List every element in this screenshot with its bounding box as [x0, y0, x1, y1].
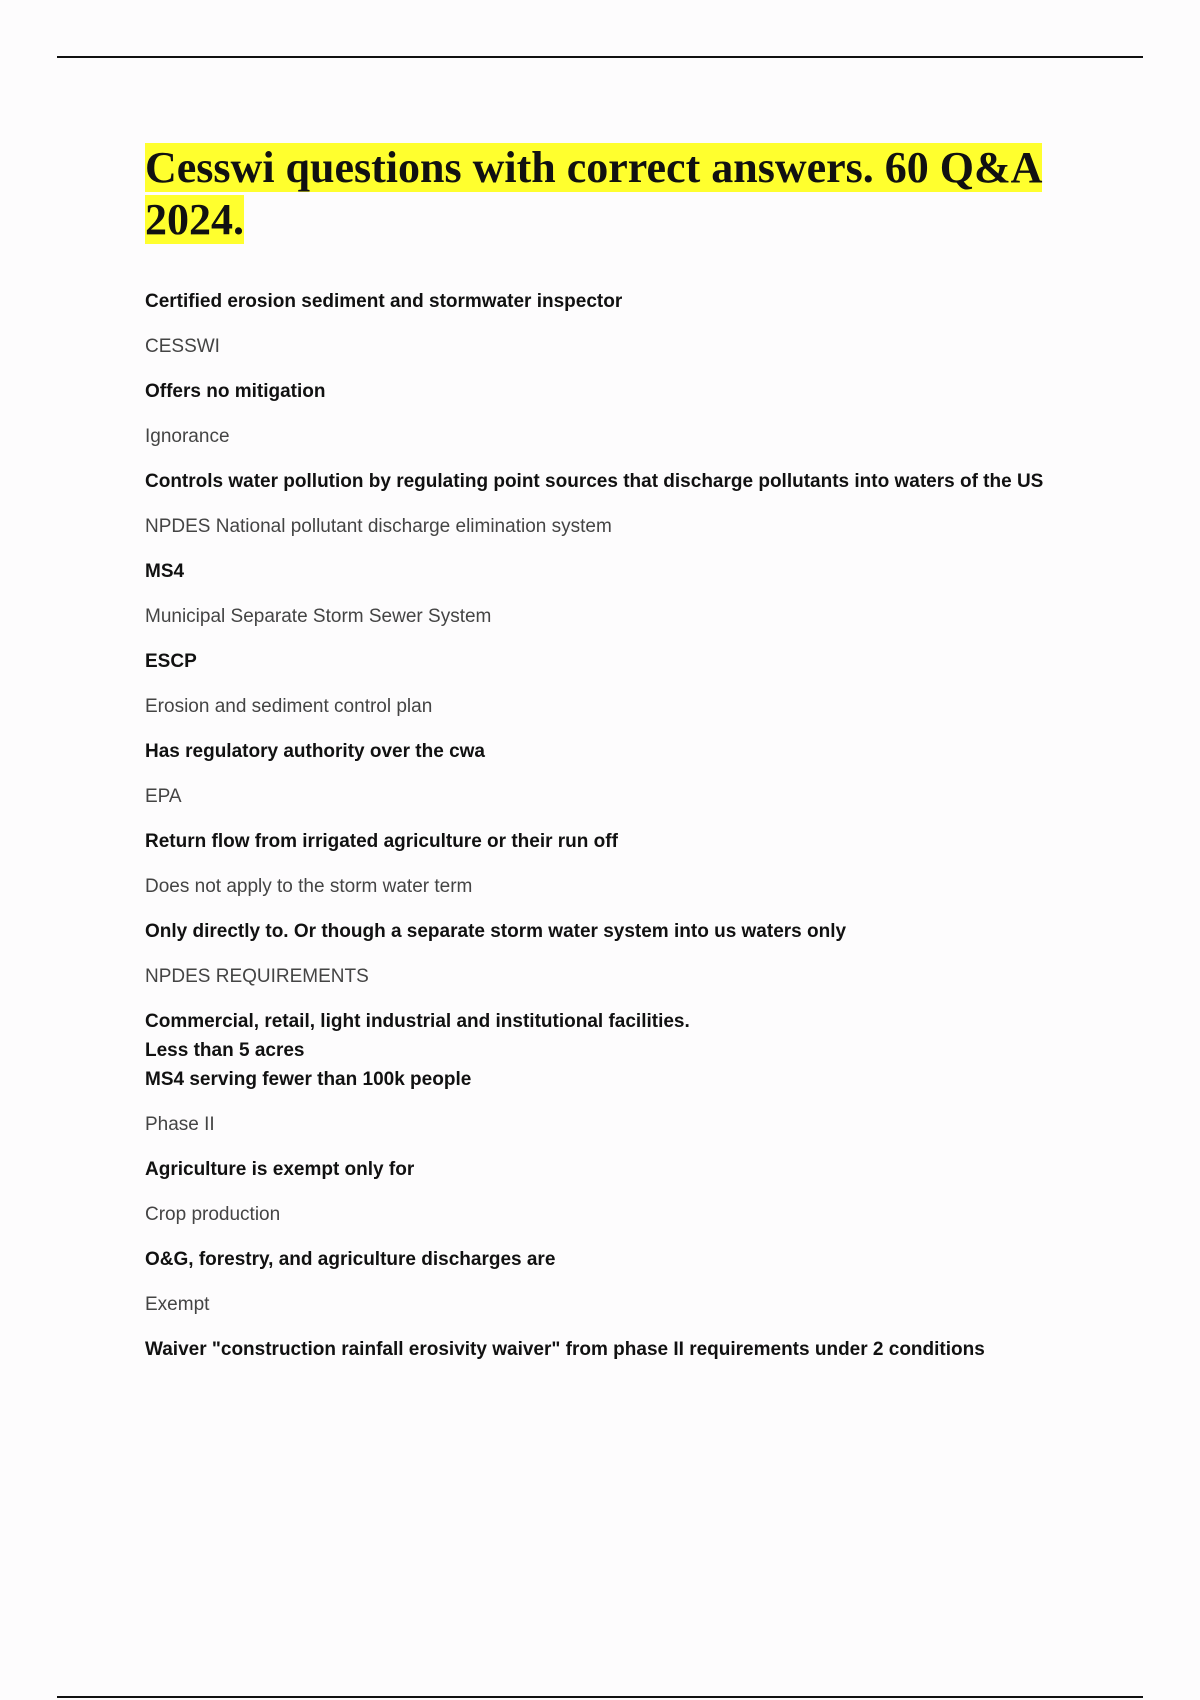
qa-item — [145, 1007, 1075, 1139]
qa-item — [145, 377, 1075, 451]
answer-text: Crop production — [145, 1204, 281, 1225]
page-bottom-rule — [57, 1696, 1143, 1698]
qa-item — [145, 467, 1075, 541]
answer-text: Ignorance — [145, 426, 230, 447]
answer-text: Does not apply to the storm water term — [145, 876, 473, 897]
qa-item — [145, 647, 1075, 721]
answer-text: EPA — [145, 786, 182, 807]
question-text: Commercial, retail, light industrial and institutional facilities. Less than 5 acres MS4 serving fewer than 100k people — [145, 1011, 690, 1090]
document-body — [145, 142, 1075, 1364]
qa-item — [145, 1245, 1075, 1319]
qa-item — [145, 917, 1075, 991]
answer-text: Phase II — [145, 1114, 215, 1135]
document-title-text: Cesswi questions with correct answers. 60 Q&A 2024. — [145, 143, 1043, 244]
qa-item — [145, 827, 1075, 901]
question-text: Controls water pollution by regulating point sources that discharge pollutants into waters of the US — [145, 471, 1044, 492]
question-text: Certified erosion sediment and stormwater inspector — [145, 291, 623, 312]
answer-text: NPDES REQUIREMENTS — [145, 966, 369, 987]
qa-item — [145, 1155, 1075, 1229]
answer-text: Erosion and sediment control plan — [145, 696, 433, 717]
qa-item — [145, 737, 1075, 811]
qa-item — [145, 287, 1075, 361]
answer-text: Municipal Separate Storm Sewer System — [145, 606, 492, 627]
question-text: MS4 — [145, 561, 185, 582]
document-title — [145, 142, 1075, 246]
qa-list — [145, 287, 1075, 1364]
answer-text: CESSWI — [145, 336, 220, 357]
question-text: Offers no mitigation — [145, 381, 326, 402]
question-text: Has regulatory authority over the cwa — [145, 741, 485, 762]
qa-item — [145, 1335, 1075, 1364]
question-text: Return flow from irrigated agriculture or their run off — [145, 831, 618, 852]
question-text: ESCP — [145, 651, 197, 672]
answer-text: NPDES National pollutant discharge elimination system — [145, 516, 612, 537]
question-text: Agriculture is exempt only for — [145, 1159, 415, 1180]
answer-text: Exempt — [145, 1294, 210, 1315]
qa-item — [145, 557, 1075, 631]
question-text: O&G, forestry, and agriculture discharges are — [145, 1249, 556, 1270]
page-top-rule — [57, 56, 1143, 58]
question-text: Only directly to. Or though a separate storm water system into us waters only — [145, 921, 847, 942]
question-text: Waiver "construction rainfall erosivity waiver" from phase II requirements under 2 conditions — [145, 1339, 985, 1360]
